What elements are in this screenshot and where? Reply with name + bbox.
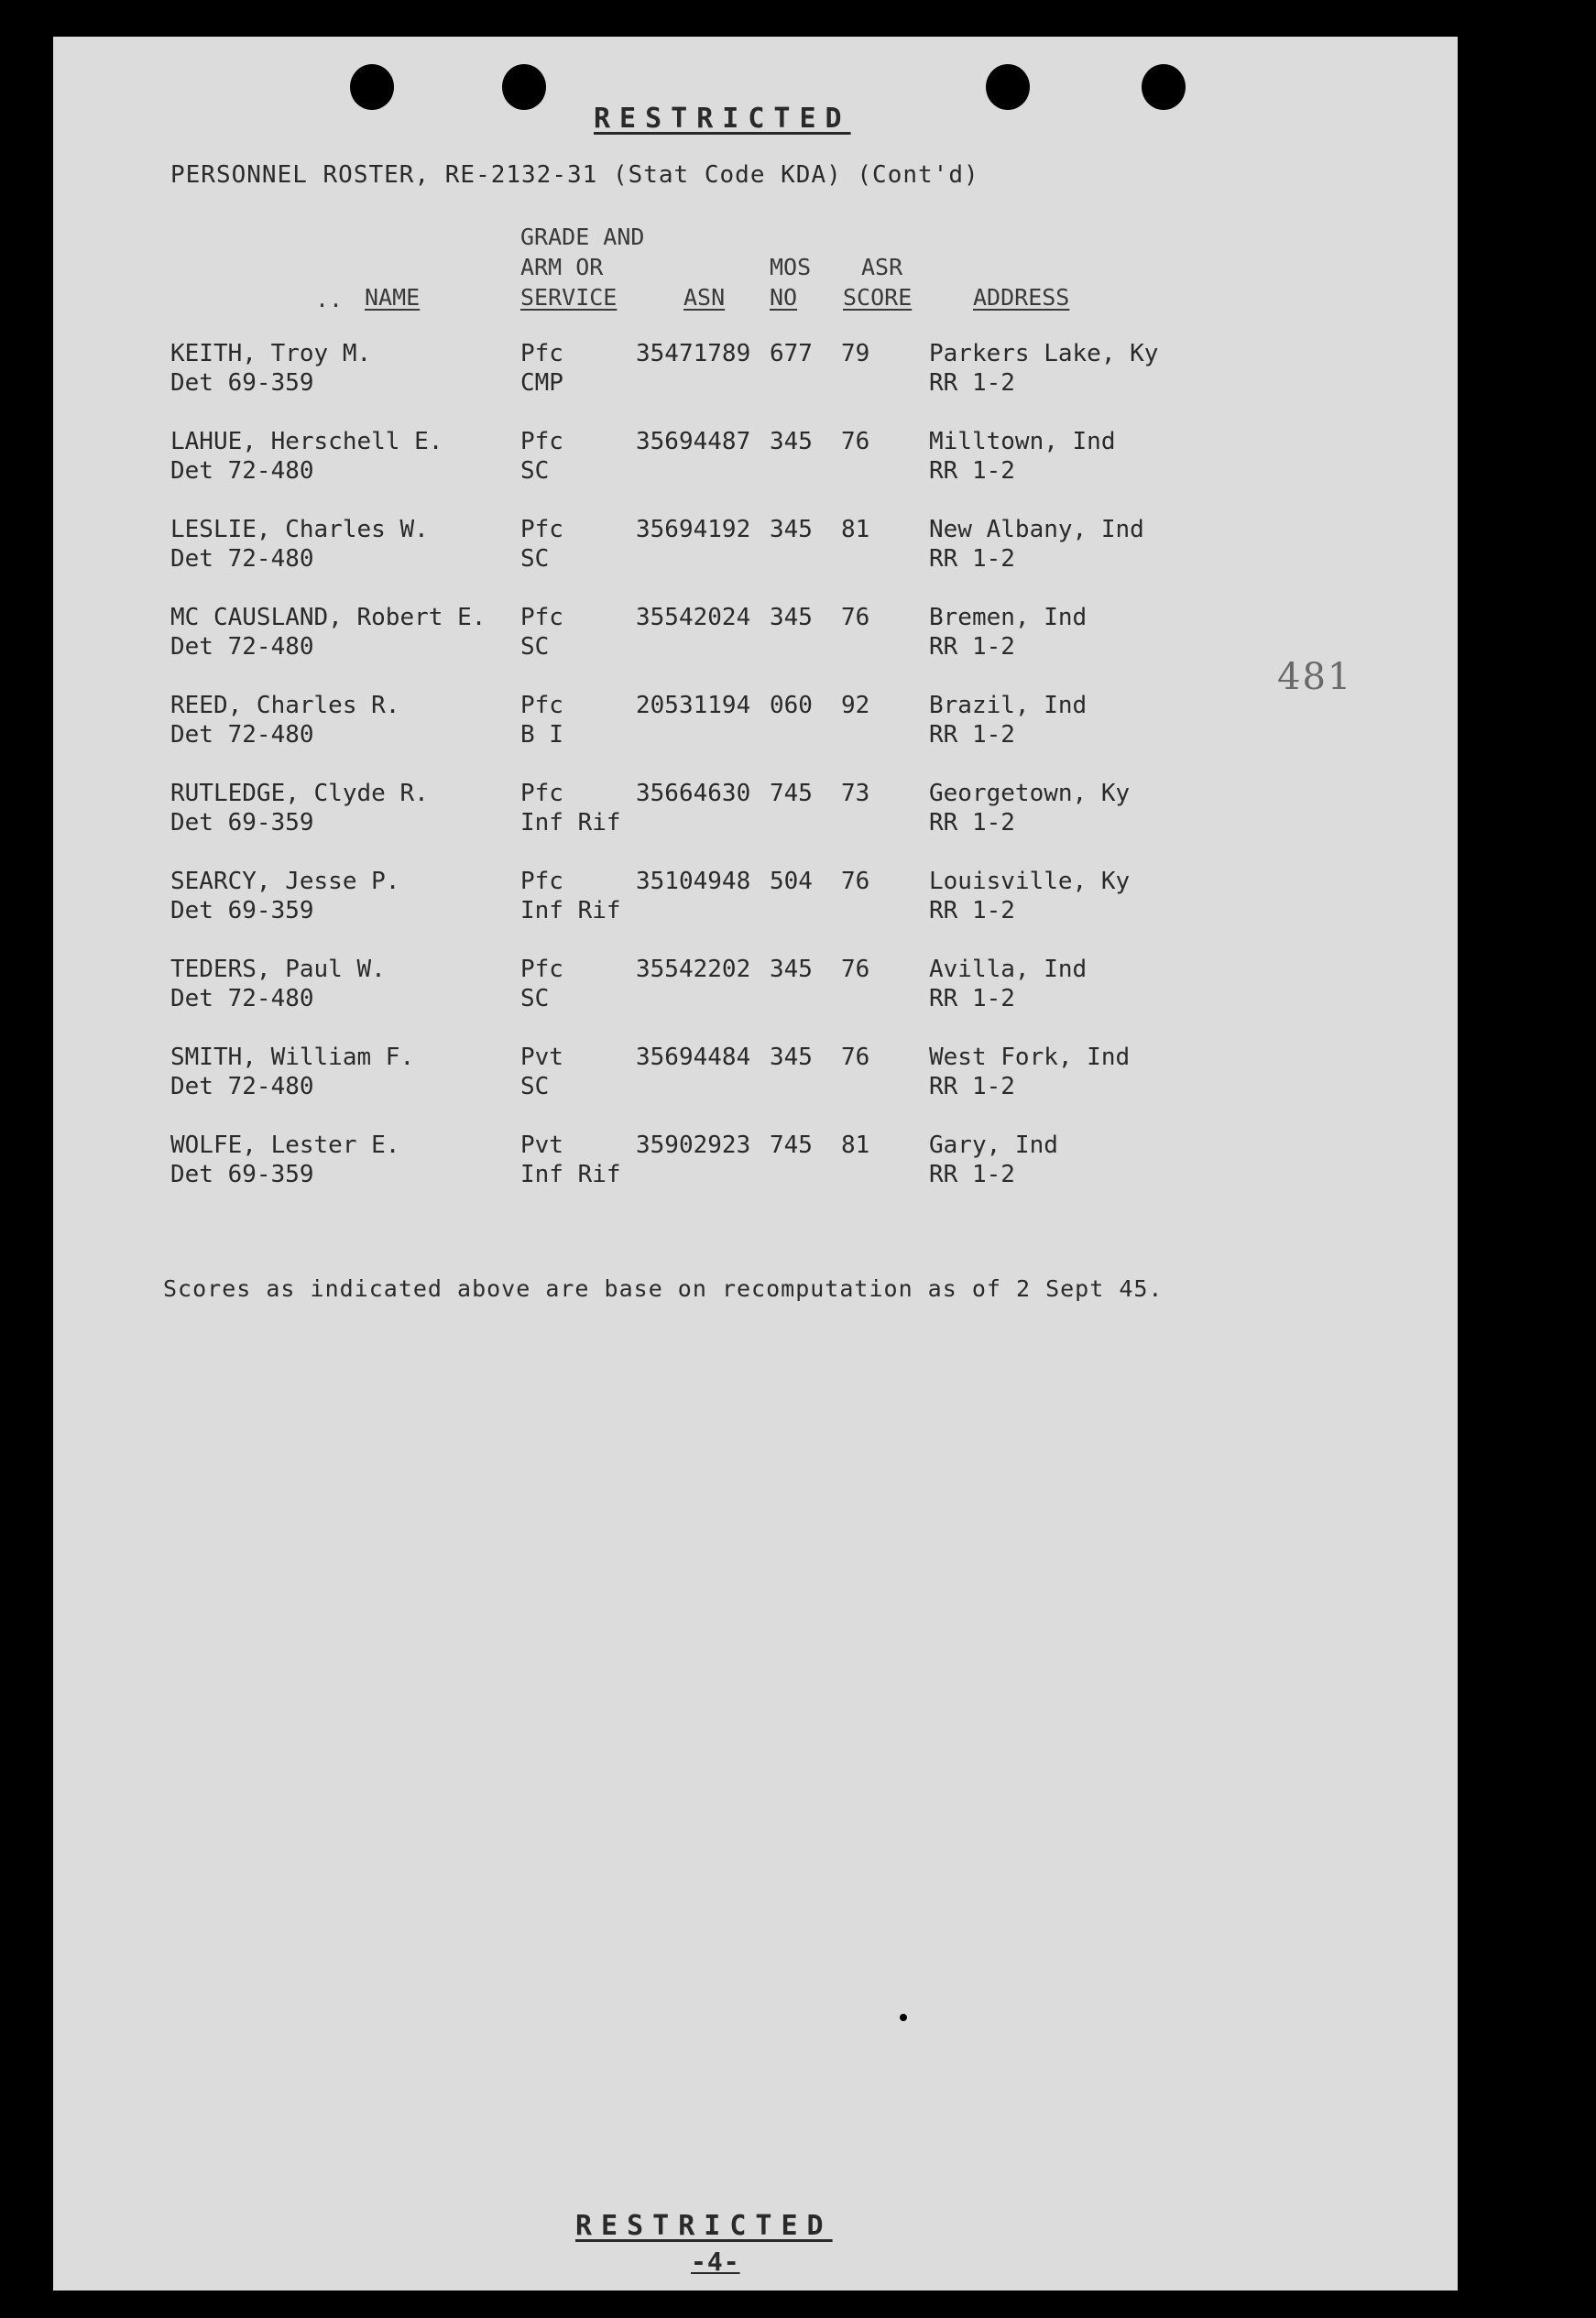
- row-service: SC: [520, 545, 550, 573]
- row-grade: Pvt: [520, 1044, 563, 1071]
- page-number: -4-: [691, 2247, 740, 2277]
- row-service: SC: [520, 985, 550, 1012]
- row-service: Inf Rif: [520, 897, 621, 924]
- row-service: B I: [520, 721, 563, 749]
- punch-hole: [986, 64, 1030, 110]
- row-address: Milltown, Ind: [929, 428, 1116, 455]
- row-mos: 345: [770, 604, 813, 631]
- row-det: Det 69-359: [170, 809, 314, 836]
- row-det: Det 72-480: [170, 985, 314, 1012]
- row-service: Inf Rif: [520, 1161, 621, 1188]
- row-mos: 745: [770, 1132, 813, 1159]
- row-name: RUTLEDGE, Clyde R.: [170, 780, 429, 807]
- row-det: Det 69-359: [170, 1161, 314, 1188]
- row-name: TEDERS, Paul W.: [170, 956, 386, 983]
- row-address: Gary, Ind: [929, 1132, 1058, 1159]
- row-mos: 060: [770, 692, 813, 719]
- row-det: Det 72-480: [170, 1073, 314, 1100]
- row-mos: 345: [770, 428, 813, 455]
- classification-footer: RESTRICTED: [575, 2210, 833, 2242]
- row-mos: 345: [770, 516, 813, 543]
- row-service: SC: [520, 1073, 550, 1100]
- row-rr: RR 1-2: [929, 633, 1015, 661]
- row-grade: Pfc: [520, 516, 563, 543]
- document-page: [53, 37, 1458, 2291]
- row-rr: RR 1-2: [929, 1073, 1015, 1100]
- row-name: KEITH, Troy M.: [170, 340, 372, 367]
- row-name: REED, Charles R.: [170, 692, 400, 719]
- row-mos: 677: [770, 340, 813, 367]
- header-asr-1: ASR: [861, 254, 903, 280]
- header-asn: ASN: [683, 284, 726, 311]
- header-address: ADDRESS: [973, 284, 1070, 311]
- page-stamp-number: 481: [1277, 656, 1353, 698]
- row-asn: 35664630: [636, 780, 751, 807]
- punch-hole: [350, 64, 394, 110]
- row-mos: 345: [770, 956, 813, 983]
- punch-hole: [1142, 64, 1186, 110]
- row-grade: Pfc: [520, 604, 563, 631]
- row-mos: 745: [770, 780, 813, 807]
- row-rr: RR 1-2: [929, 545, 1015, 573]
- row-score: 76: [841, 1044, 870, 1071]
- row-asn: 35471789: [636, 340, 751, 367]
- row-rr: RR 1-2: [929, 457, 1015, 485]
- row-det: Det 69-359: [170, 897, 314, 924]
- row-service: SC: [520, 633, 550, 661]
- row-address: Georgetown, Ky: [929, 780, 1131, 807]
- row-address: Brazil, Ind: [929, 692, 1088, 719]
- row-rr: RR 1-2: [929, 369, 1015, 397]
- row-grade: Pfc: [520, 692, 563, 719]
- row-asn: 35542024: [636, 604, 751, 631]
- row-address: Bremen, Ind: [929, 604, 1088, 631]
- row-asn: 35902923: [636, 1132, 751, 1159]
- row-grade: Pvt: [520, 1132, 563, 1159]
- header-grade-1: GRADE AND: [520, 224, 645, 250]
- row-service: Inf Rif: [520, 809, 621, 836]
- row-det: Det 72-480: [170, 457, 314, 485]
- header-grade-3: SERVICE: [520, 284, 618, 311]
- row-address: New Albany, Ind: [929, 516, 1144, 543]
- row-name: LESLIE, Charles W.: [170, 516, 429, 543]
- row-score: 79: [841, 340, 870, 367]
- row-score: 76: [841, 428, 870, 455]
- header-mos-2: NO: [770, 284, 798, 311]
- classification-header: RESTRICTED: [594, 103, 851, 135]
- row-asn: 35694484: [636, 1044, 751, 1071]
- row-asn: 35542202: [636, 956, 751, 983]
- row-address: Parkers Lake, Ky: [929, 340, 1159, 367]
- row-name: SEARCY, Jesse P.: [170, 868, 400, 895]
- row-det: Det 72-480: [170, 545, 314, 573]
- header-name: NAME: [365, 284, 421, 311]
- row-grade: Pfc: [520, 340, 563, 367]
- row-score: 73: [841, 780, 870, 807]
- punch-hole: [502, 64, 546, 110]
- row-mos: 504: [770, 868, 813, 895]
- row-score: 81: [841, 1132, 870, 1159]
- bullet-dots: ..: [315, 286, 344, 312]
- speck: [900, 2014, 907, 2021]
- row-asn: 35104948: [636, 868, 751, 895]
- row-rr: RR 1-2: [929, 721, 1015, 749]
- row-grade: Pfc: [520, 868, 563, 895]
- row-rr: RR 1-2: [929, 897, 1015, 924]
- header-mos-1: MOS: [770, 254, 812, 280]
- row-rr: RR 1-2: [929, 1161, 1015, 1188]
- row-score: 76: [841, 956, 870, 983]
- row-rr: RR 1-2: [929, 985, 1015, 1012]
- row-det: Det 72-480: [170, 633, 314, 661]
- row-det: Det 69-359: [170, 369, 314, 397]
- row-mos: 345: [770, 1044, 813, 1071]
- row-name: WOLFE, Lester E.: [170, 1132, 400, 1159]
- header-asr-2: SCORE: [843, 284, 913, 311]
- row-service: CMP: [520, 369, 563, 397]
- row-asn: 35694192: [636, 516, 751, 543]
- document-title: PERSONNEL ROSTER, RE-2132-31 (Stat Code KDA) (Cont'd): [170, 161, 979, 189]
- row-score: 76: [841, 604, 870, 631]
- header-grade-2: ARM OR: [520, 254, 604, 280]
- row-address: West Fork, Ind: [929, 1044, 1131, 1071]
- row-asn: 20531194: [636, 692, 751, 719]
- row-grade: Pfc: [520, 780, 563, 807]
- row-score: 81: [841, 516, 870, 543]
- row-score: 76: [841, 868, 870, 895]
- scores-note: Scores as indicated above are base on recomputation as of 2 Sept 45.: [163, 1275, 1164, 1302]
- row-address: Louisville, Ky: [929, 868, 1131, 895]
- row-score: 92: [841, 692, 870, 719]
- row-name: SMITH, William F.: [170, 1044, 415, 1071]
- row-grade: Pfc: [520, 428, 563, 455]
- row-det: Det 72-480: [170, 721, 314, 749]
- row-asn: 35694487: [636, 428, 751, 455]
- row-name: LAHUE, Herschell E.: [170, 428, 443, 455]
- row-name: MC CAUSLAND, Robert E.: [170, 604, 486, 631]
- row-rr: RR 1-2: [929, 809, 1015, 836]
- row-grade: Pfc: [520, 956, 563, 983]
- row-address: Avilla, Ind: [929, 956, 1088, 983]
- row-service: SC: [520, 457, 550, 485]
